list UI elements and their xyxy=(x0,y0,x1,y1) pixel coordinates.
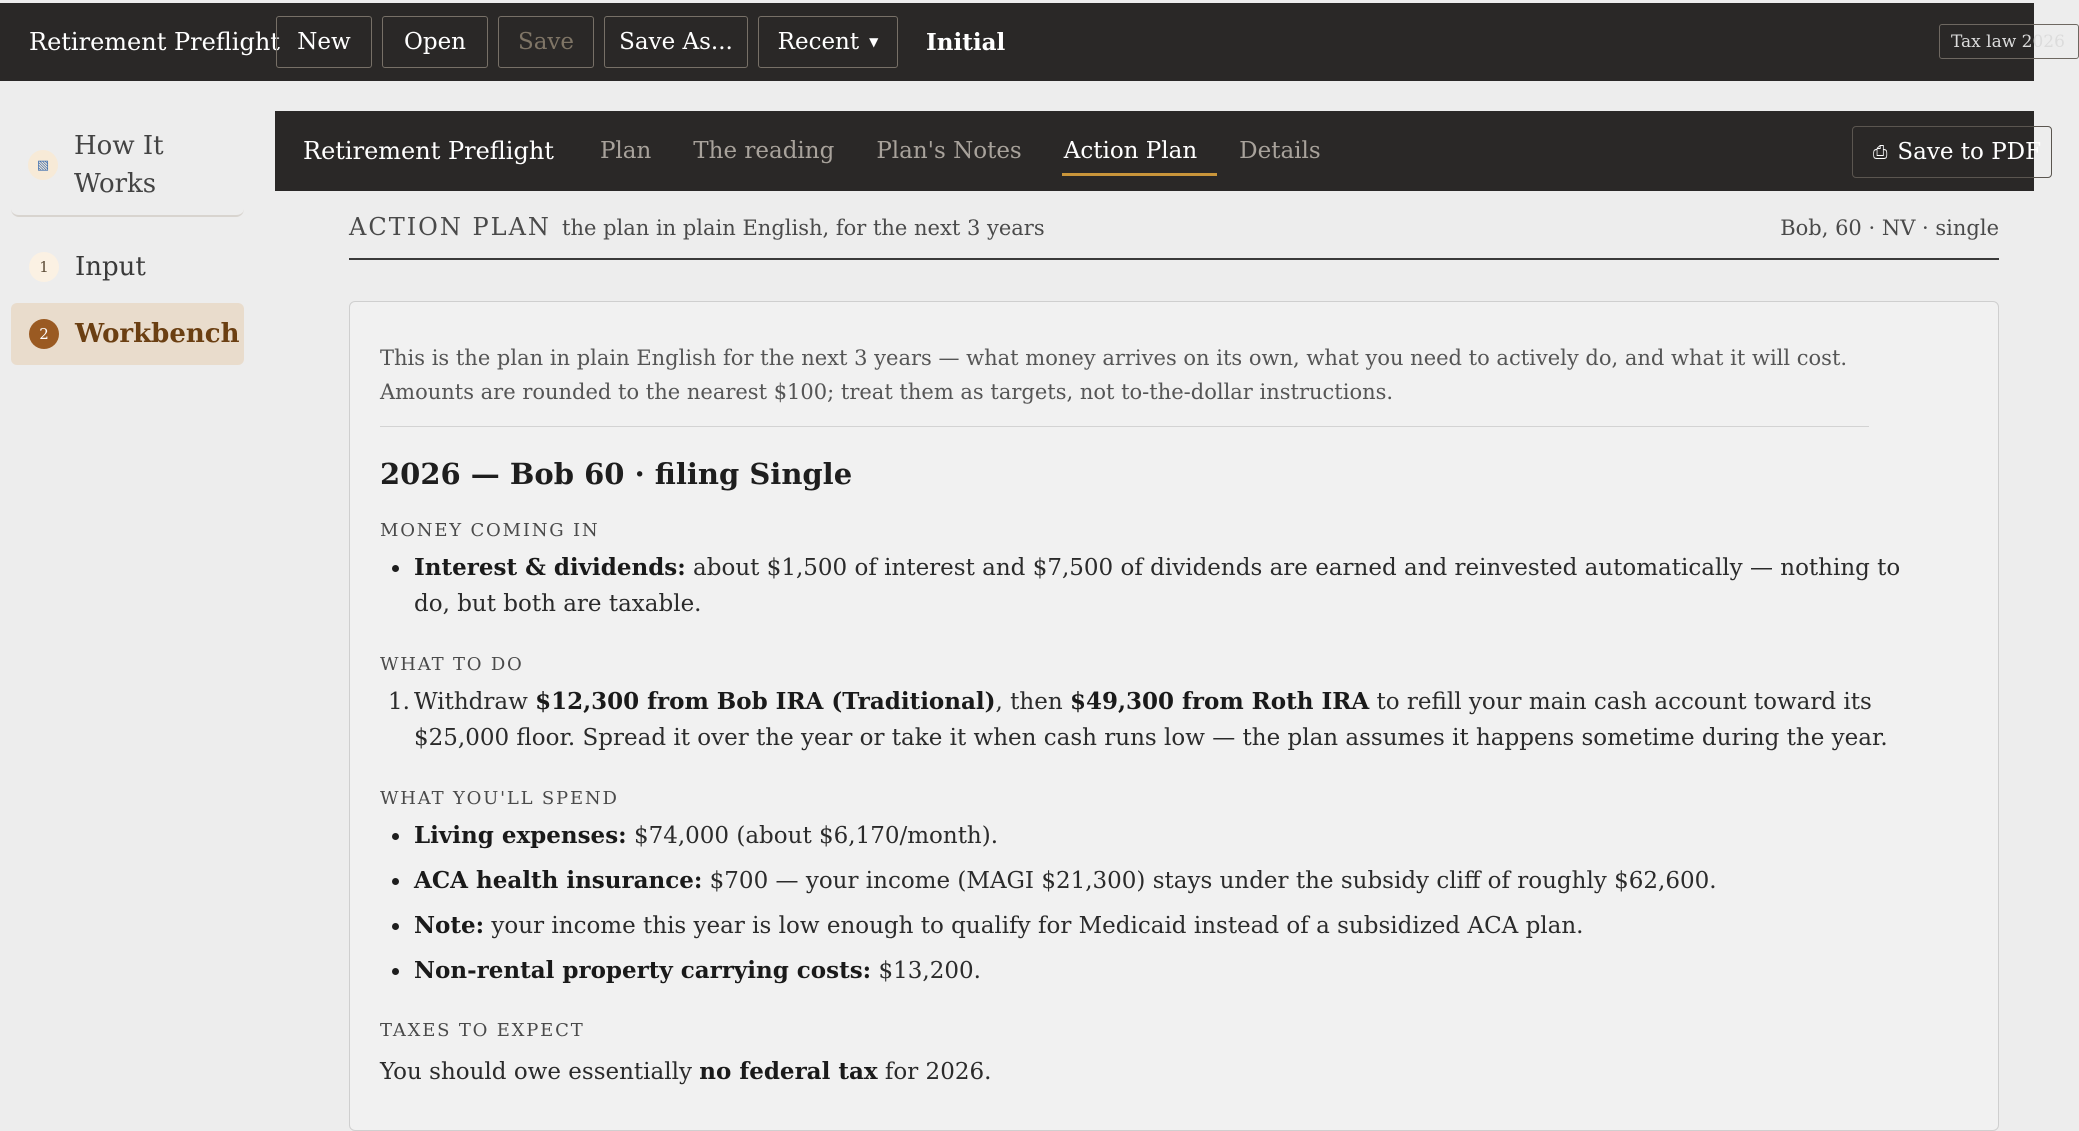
step-number: 1. xyxy=(388,689,410,715)
sidebar-item-label: Workbench xyxy=(75,319,240,349)
money-in-list xyxy=(380,550,1920,631)
withdraw-roth-amount: $49,300 from Roth IRA xyxy=(1069,688,1370,715)
item-text: You should owe essentially xyxy=(380,1059,700,1085)
taxes-label: TAXES TO EXPECT xyxy=(380,1020,585,1041)
list-item xyxy=(380,953,1920,989)
item-title: Living expenses: xyxy=(414,822,627,849)
sidebar-item-label: Input xyxy=(75,252,146,282)
item-text: your income this year is low enough to qualify for Medicaid instead of a subsidized ACA plan. xyxy=(484,913,1584,939)
spend-list xyxy=(380,818,1920,998)
section-header xyxy=(349,210,1999,260)
what-youll-spend-label: WHAT YOU'LL SPEND xyxy=(380,788,619,809)
app-title: Retirement Preflight xyxy=(29,28,280,56)
step-number-badge: 2 xyxy=(29,319,59,349)
list-item xyxy=(380,863,1920,899)
tab-action-plan[interactable]: Action Plan xyxy=(1063,138,1198,164)
item-title: Note: xyxy=(414,912,485,939)
recent-label: Recent xyxy=(777,29,860,55)
item-title: ACA health insurance: xyxy=(414,867,703,894)
money-in-label: MONEY COMING IN xyxy=(380,520,600,541)
tab-plans-notes[interactable]: Plan's Notes xyxy=(876,138,1022,164)
chevron-down-icon: ▼ xyxy=(869,35,879,49)
printer-icon: ⎙ xyxy=(1873,141,1888,163)
sidebar-item-label: How It Works xyxy=(74,131,164,199)
item-text: $74,000 (about $6,170/month). xyxy=(626,823,999,849)
section-title: ACTION PLAN xyxy=(349,213,551,241)
item-text: $13,200. xyxy=(871,958,981,984)
document-name: Initial xyxy=(926,28,1006,56)
save-to-pdf-label: Save to PDF xyxy=(1897,139,2042,165)
plan-intro: This is the plan in plain English for the next 3 years — what money arrives on its own, what you need to actively do, and what it will cost. Amounts are rounded to the nearest $100; treat them as targets, not to-the-dollar instructions. xyxy=(380,346,1848,404)
item-text: to refill your main cash account toward its $25,000 floor. Spread it over the year or take it when cash runs low — the plan assumes it happens sometime during the year. xyxy=(414,689,1888,751)
book-icon: ▧ xyxy=(28,150,58,180)
recent-dropdown[interactable] xyxy=(758,16,898,68)
sidebar-item-workbench[interactable] xyxy=(11,303,244,365)
section-subtitle: the plan in plain English, for the next 3 years xyxy=(562,216,1045,240)
list-item xyxy=(380,684,1920,756)
action-plan-card xyxy=(349,301,1999,1131)
list-item xyxy=(380,908,1920,944)
item-text: Withdraw xyxy=(414,689,536,715)
workbench-tab-bar xyxy=(275,111,2042,191)
sidebar-item-how-it-works[interactable] xyxy=(11,115,244,217)
todo-list xyxy=(380,684,1920,756)
item-text: $700 — your income (MAGI $21,300) stays under the subsidy cliff of roughly $62,600. xyxy=(702,868,1717,894)
save-as-button[interactable]: Save As... xyxy=(604,16,748,68)
tax-amount: no federal tax xyxy=(699,1058,878,1085)
top-toolbar xyxy=(0,3,2065,81)
list-item xyxy=(380,550,1920,622)
divider xyxy=(380,426,1869,427)
tab-bar-title: Retirement Preflight xyxy=(303,137,554,165)
new-button[interactable]: New xyxy=(276,16,372,68)
list-item xyxy=(380,818,1920,854)
step-number-badge: 1 xyxy=(29,252,59,282)
item-text: for 2026. xyxy=(877,1059,992,1085)
tax-law-selector[interactable]: Tax law 2026 xyxy=(1939,24,2079,59)
item-title: Non-rental property carrying costs: xyxy=(414,957,872,984)
item-text: , then xyxy=(995,689,1070,715)
what-to-do-label: WHAT TO DO xyxy=(380,654,524,675)
taxes-text xyxy=(380,1054,1940,1090)
tab-the-reading[interactable]: The reading xyxy=(693,138,835,164)
open-button[interactable]: Open xyxy=(382,16,488,68)
year-heading: 2026 — Bob 60 · filing Single xyxy=(380,457,853,491)
item-title: Interest & dividends: xyxy=(414,554,686,581)
tab-plan[interactable]: Plan xyxy=(599,138,652,164)
tab-details[interactable]: Details xyxy=(1239,138,1321,164)
item-text: about $1,500 of interest and $7,500 of dividends are earned and reinvested automatically — nothing to do, but both are taxable. xyxy=(414,555,1901,617)
save-button[interactable]: Save xyxy=(498,16,594,68)
withdraw-ira-amount: $12,300 from Bob IRA (Traditional) xyxy=(535,688,996,715)
save-to-pdf-button[interactable] xyxy=(1852,126,2052,178)
sidebar-item-input[interactable] xyxy=(11,236,244,298)
person-summary: Bob, 60 · NV · single xyxy=(1780,216,1999,240)
